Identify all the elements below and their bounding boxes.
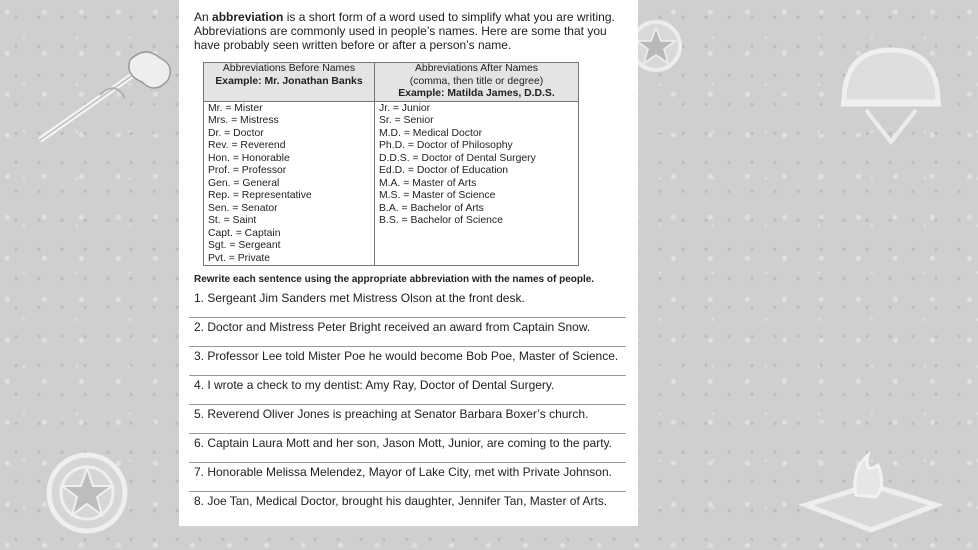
list-item: Jr. = Junior (379, 102, 431, 114)
abbreviation-table (203, 62, 579, 266)
list-item: Pvt. = Private (208, 252, 271, 264)
sentence-item: 5. Reverend Oliver Jones is preaching at Senator Barbara Boxer’s church. (189, 405, 626, 434)
list-item: Mrs. = Mistress (208, 115, 279, 126)
instruction-text: Rewrite each sentence using the appropriate abbreviation with the names of people. (194, 274, 595, 285)
intro-paragraph: An abbreviation is a short form of a word used to simplify what you are writing. Abbreviations are commonly used in people’s names. Here are some that you have probably seen written before or after a person’s name. (194, 10, 615, 52)
sentence-item: 6. Captain Laura Mott and her son, Jason Mott, Junior, are coming to the party. (189, 434, 626, 463)
list-item: Prof. = Professor (208, 165, 287, 176)
carnation-flower-icon (30, 40, 180, 150)
list-item: Rev. = Reverend (208, 140, 286, 151)
list-item: M.S. = Master of Science (379, 190, 496, 201)
before-names-list (204, 101, 375, 266)
before-names-example: Example: Mr. Jonathan Banks (215, 75, 363, 87)
before-names-header: Abbreviations Before Names Example: Mr. Jonathan Banks (204, 63, 375, 102)
list-item: D.D.S. = Doctor of Dental Surgery (379, 152, 536, 164)
list-item: St. = Saint (208, 215, 257, 226)
worksheet-page (179, 0, 638, 526)
eternal-flame-icon (796, 445, 946, 535)
list-item: Sr. = Senior (379, 115, 434, 126)
list-item: Sen. = Senator (208, 202, 278, 214)
list-item: Capt. = Captain (208, 227, 281, 239)
after-names-example: Example: Matilda James, D.D.S. (398, 88, 555, 99)
sentence-list (189, 289, 626, 521)
sentence-item: 8. Joe Tan, Medical Doctor, brought his daughter, Jennifer Tan, Master of Arts. (194, 494, 608, 508)
list-item: Ed.D. = Doctor of Education (379, 165, 509, 176)
sentence-item: 4. I wrote a check to my dentist: Amy Ray, Doctor of Dental Surgery. (189, 376, 626, 405)
list-item: Rep. = Representative (208, 190, 312, 201)
order-star-icon (44, 450, 130, 536)
list-item: Gen. = General (208, 177, 280, 189)
sentence-item: 3. Professor Lee told Mister Poe he would become Bob Poe, Master of Science. (189, 347, 626, 376)
sentence-item: 7. Honorable Melissa Melendez, Mayor of Lake City, met with Private Johnson. (189, 463, 626, 492)
sentence-item: 2. Doctor and Mistress Peter Bright received an award from Captain Snow. (189, 318, 626, 347)
list-item: Hon. = Honorable (208, 152, 290, 164)
list-item: Ph.D. = Doctor of Philosophy (379, 140, 513, 151)
list-item: Dr. = Doctor (208, 127, 264, 139)
after-names-list (375, 101, 579, 266)
list-item: Sgt. = Sergeant (208, 240, 281, 251)
list-item: M.A. = Master of Arts (379, 177, 477, 189)
list-item: Mr. = Mister (208, 102, 263, 114)
after-names-header: Abbreviations After Names (comma, then title or degree) Example: Matilda James, D.D.S. (375, 63, 579, 102)
list-item: B.S. = Bachelor of Science (379, 215, 503, 226)
sentence-item: 1. Sergeant Jim Sanders met Mistress Olson at the front desk. (189, 289, 626, 318)
helmet-icon (836, 42, 946, 152)
abbreviation-term: abbreviation (212, 10, 284, 24)
list-item: M.D. = Medical Doctor (379, 127, 483, 139)
list-item: B.A. = Bachelor of Arts (379, 202, 484, 214)
